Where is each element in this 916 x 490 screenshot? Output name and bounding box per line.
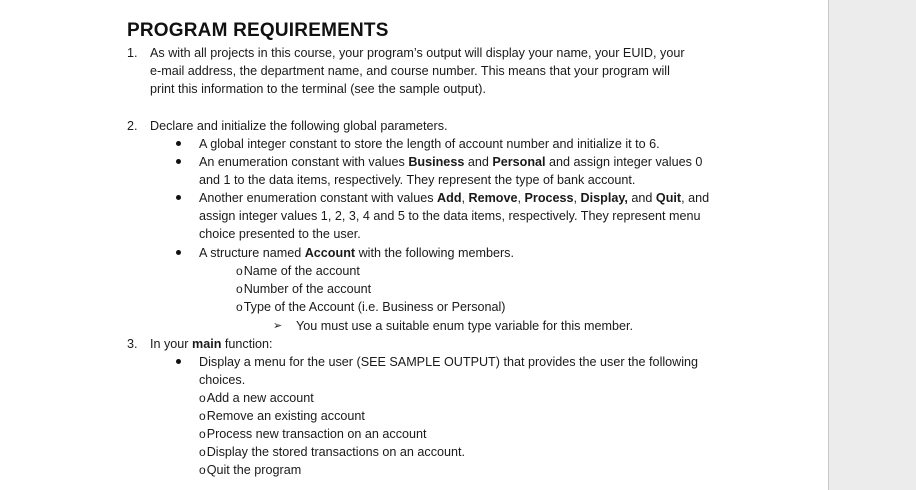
item-2-bullet-3-line-1: Another enumeration constant with values Add, Remove, Process, Display, and Quit, and	[199, 191, 710, 205]
circle-bullet-icon: o	[236, 282, 243, 296]
item-1-number: 1.	[127, 46, 138, 60]
member-item: oNumber of the account	[236, 282, 372, 296]
circle-bullet-icon: o	[199, 391, 206, 405]
bullet-icon	[176, 195, 181, 200]
item-2-bullet-1: A global integer constant to store the length of account number and initialize it to 6.	[199, 137, 660, 151]
item-2-intro: Declare and initialize the following global parameters.	[150, 119, 448, 133]
item-2-number: 2.	[127, 119, 138, 133]
menu-choice: oDisplay the stored transactions on an account.	[199, 445, 466, 459]
item-3-intro: In your main function:	[150, 337, 273, 351]
menu-choice: oAdd a new account	[199, 391, 314, 405]
circle-bullet-icon: o	[199, 427, 206, 441]
item-3-bullet-line-1: Display a menu for the user (SEE SAMPLE OUTPUT) that provides the user the following	[199, 355, 699, 369]
item-3-number: 3.	[127, 337, 138, 351]
circle-bullet-icon: o	[236, 264, 243, 278]
enum-note: You must use a suitable enum type variable for this member.	[296, 319, 633, 333]
circle-bullet-icon: o	[199, 463, 206, 477]
menu-choice: oQuit the program	[199, 463, 302, 477]
item-1-line-1: As with all projects in this course, your program’s output will display your name, your EUID, your	[150, 46, 685, 60]
item-2-bullet-2-line-1: An enumeration constant with values Business and Personal and assign integer values 0	[199, 155, 703, 169]
item-2-bullet-4: A structure named Account with the following members.	[199, 246, 514, 260]
member-item: oType of the Account (i.e. Business or Personal)	[236, 300, 506, 314]
item-3-bullet-line-2: choices.	[199, 373, 246, 387]
item-2-bullet-3-line-3: choice presented to the user.	[199, 227, 361, 241]
circle-bullet-icon: o	[199, 445, 206, 459]
item-2-bullet-3-line-2: assign integer values 1, 2, 3, 4 and 5 to the data items, respectively. They represent menu	[199, 209, 701, 223]
section-heading: PROGRAM REQUIREMENTS	[127, 20, 389, 41]
bullet-icon	[176, 159, 181, 164]
item-2-bullet-2-line-2: and 1 to the data items, respectively. They represent the type of bank account.	[199, 173, 636, 187]
circle-bullet-icon: o	[199, 409, 206, 423]
bullet-icon	[176, 359, 181, 364]
bullet-icon	[176, 141, 181, 146]
member-item: oName of the account	[236, 264, 360, 278]
item-1-line-2: e-mail address, the department name, and course number. This means that your program will	[150, 64, 670, 78]
item-1-line-3: print this information to the terminal (see the sample output).	[150, 82, 486, 96]
circle-bullet-icon: o	[236, 300, 243, 314]
menu-choice: oProcess new transaction on an account	[199, 427, 427, 441]
menu-choice: oRemove an existing account	[199, 409, 365, 423]
arrow-bullet-icon: ➢	[273, 320, 283, 332]
bullet-icon	[176, 250, 181, 255]
